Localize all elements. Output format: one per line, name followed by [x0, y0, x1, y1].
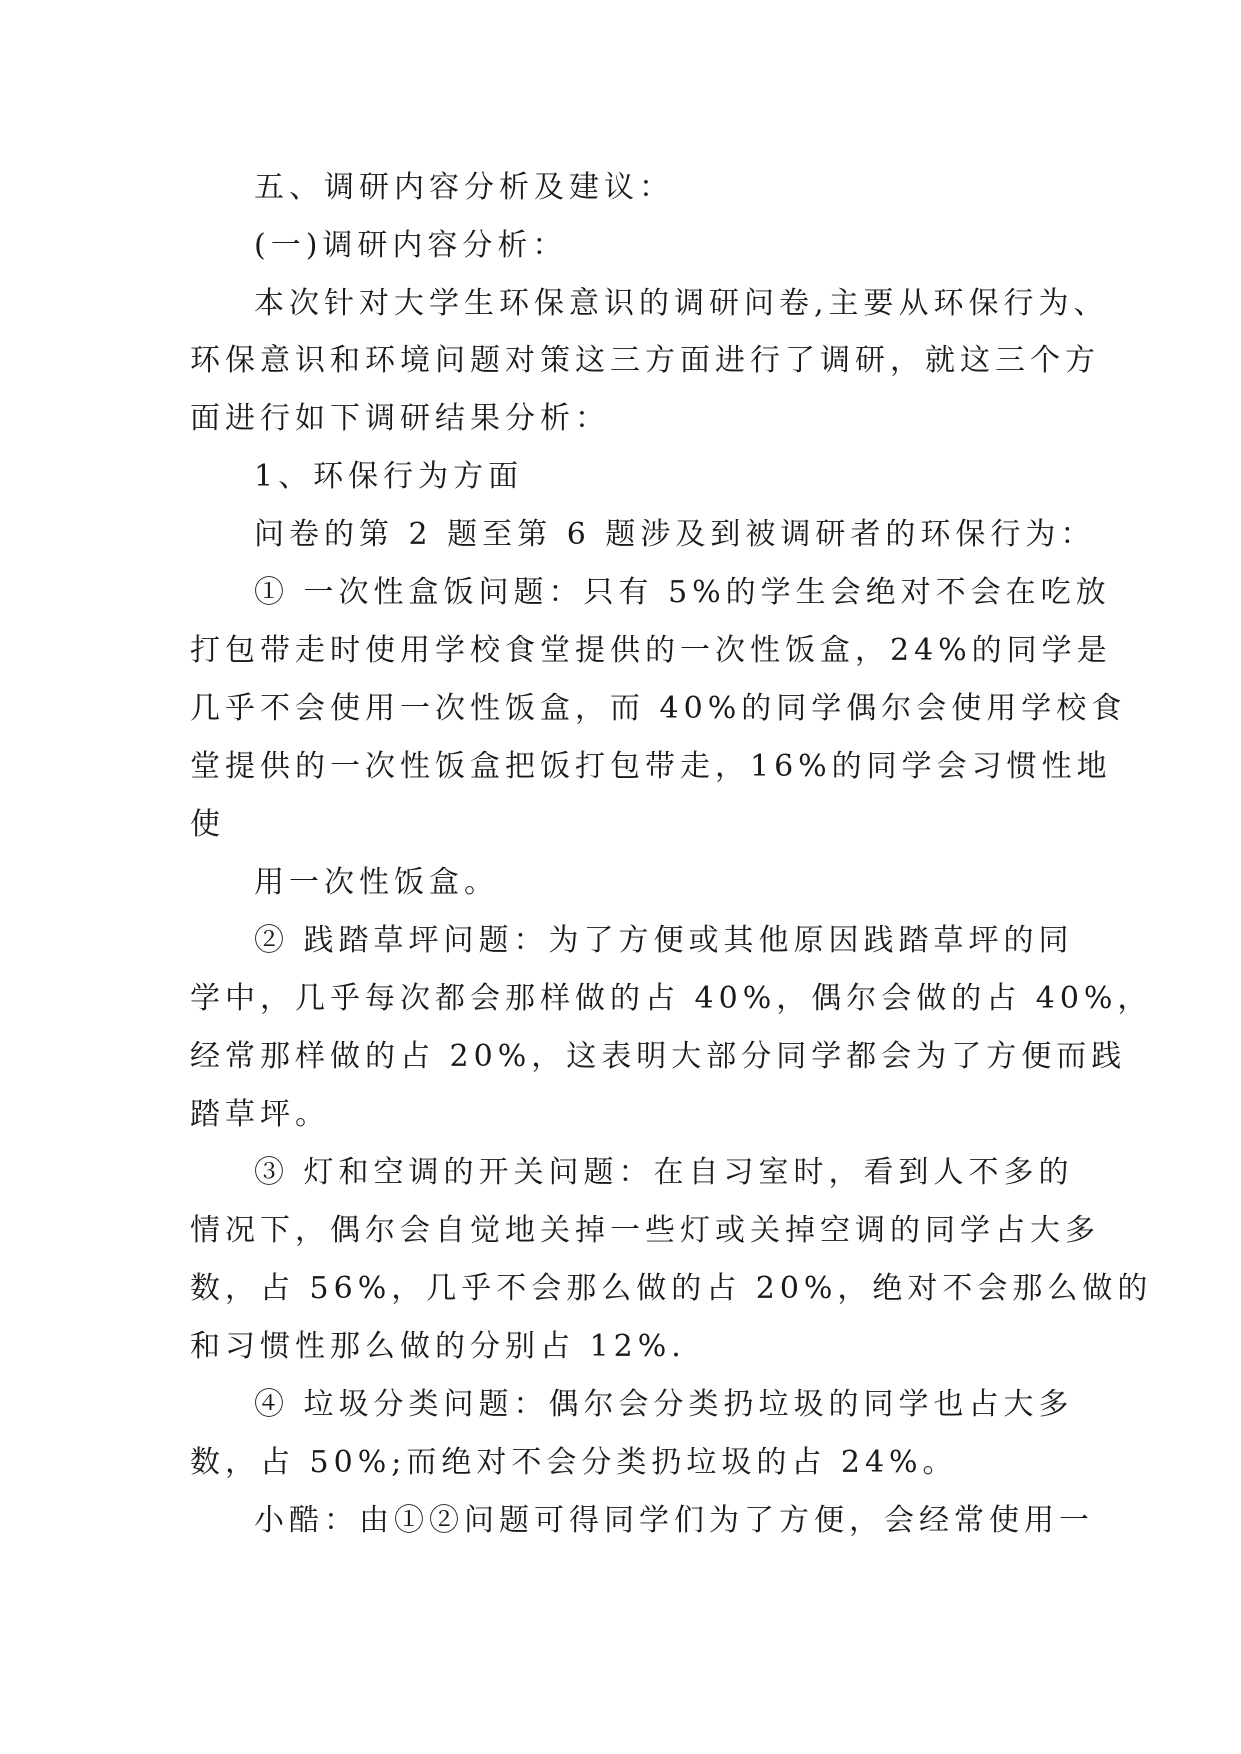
paragraph-line: 问卷的第 2 题至第 6 题涉及到被调研者的环保行为：: [254, 517, 1096, 552]
paragraph-line: 打包带走时使用学校食堂提供的一次性饭盒，24%的同学是: [190, 633, 1112, 668]
paragraph-line: 数，占 50%;而绝对不会分类扔垃圾的占 24%。: [190, 1445, 958, 1480]
paragraph-line: 踏草坪。: [190, 1097, 330, 1132]
paragraph-line: ③ 灯和空调的开关问题：在自习室时，看到人不多的: [254, 1155, 1074, 1190]
paragraph-line: 用一次性饭盒。: [254, 865, 499, 900]
paragraph-line: 几乎不会使用一次性饭盒，而 40%的同学偶尔会使用学校食: [190, 691, 1127, 726]
paragraph-line: 使: [190, 807, 225, 842]
paragraph-line: 本次针对大学生环保意识的调研问卷,主要从环保行为、: [254, 286, 1109, 321]
paragraph-line: 和习惯性那么做的分别占 12%.: [190, 1329, 686, 1364]
section-heading: 五、调研内容分析及建议：: [254, 170, 674, 205]
paragraph-line: 环保意识和环境问题对策这三方面进行了调研，就这三个方: [190, 343, 1100, 378]
paragraph-line: ① 一次性盒饭问题：只有 5%的学生会绝对不会在吃放: [254, 575, 1111, 610]
paragraph-line: 小酷：由①②问题可得同学们为了方便，会经常使用一: [254, 1503, 1094, 1538]
paragraph-line: 经常那样做的占 20%，这表明大部分同学都会为了方便而践: [190, 1039, 1127, 1074]
paragraph-line: 数，占 56%，几乎不会那么做的占 20%，绝对不会那么做的: [190, 1271, 1153, 1306]
paragraph-line: 堂提供的一次性饭盒把饭打包带走，16%的同学会习惯性地: [190, 749, 1112, 784]
paragraph-line: ② 践踏草坪问题：为了方便或其他原因践踏草坪的同: [254, 923, 1074, 958]
subheading-line: 1、环保行为方面: [254, 459, 524, 494]
paragraph-line: ④ 垃圾分类问题：偶尔会分类扔垃圾的同学也占大多: [254, 1387, 1074, 1422]
paragraph-line: 学中，几乎每次都会那样做的占 40%，偶尔会做的占 40%，: [190, 981, 1153, 1016]
subsection-heading: (一)调研内容分析：: [254, 228, 568, 263]
paragraph-line: 面进行如下调研结果分析：: [190, 401, 610, 436]
paragraph-line: 情况下，偶尔会自觉地关掉一些灯或关掉空调的同学占大多: [190, 1213, 1100, 1248]
